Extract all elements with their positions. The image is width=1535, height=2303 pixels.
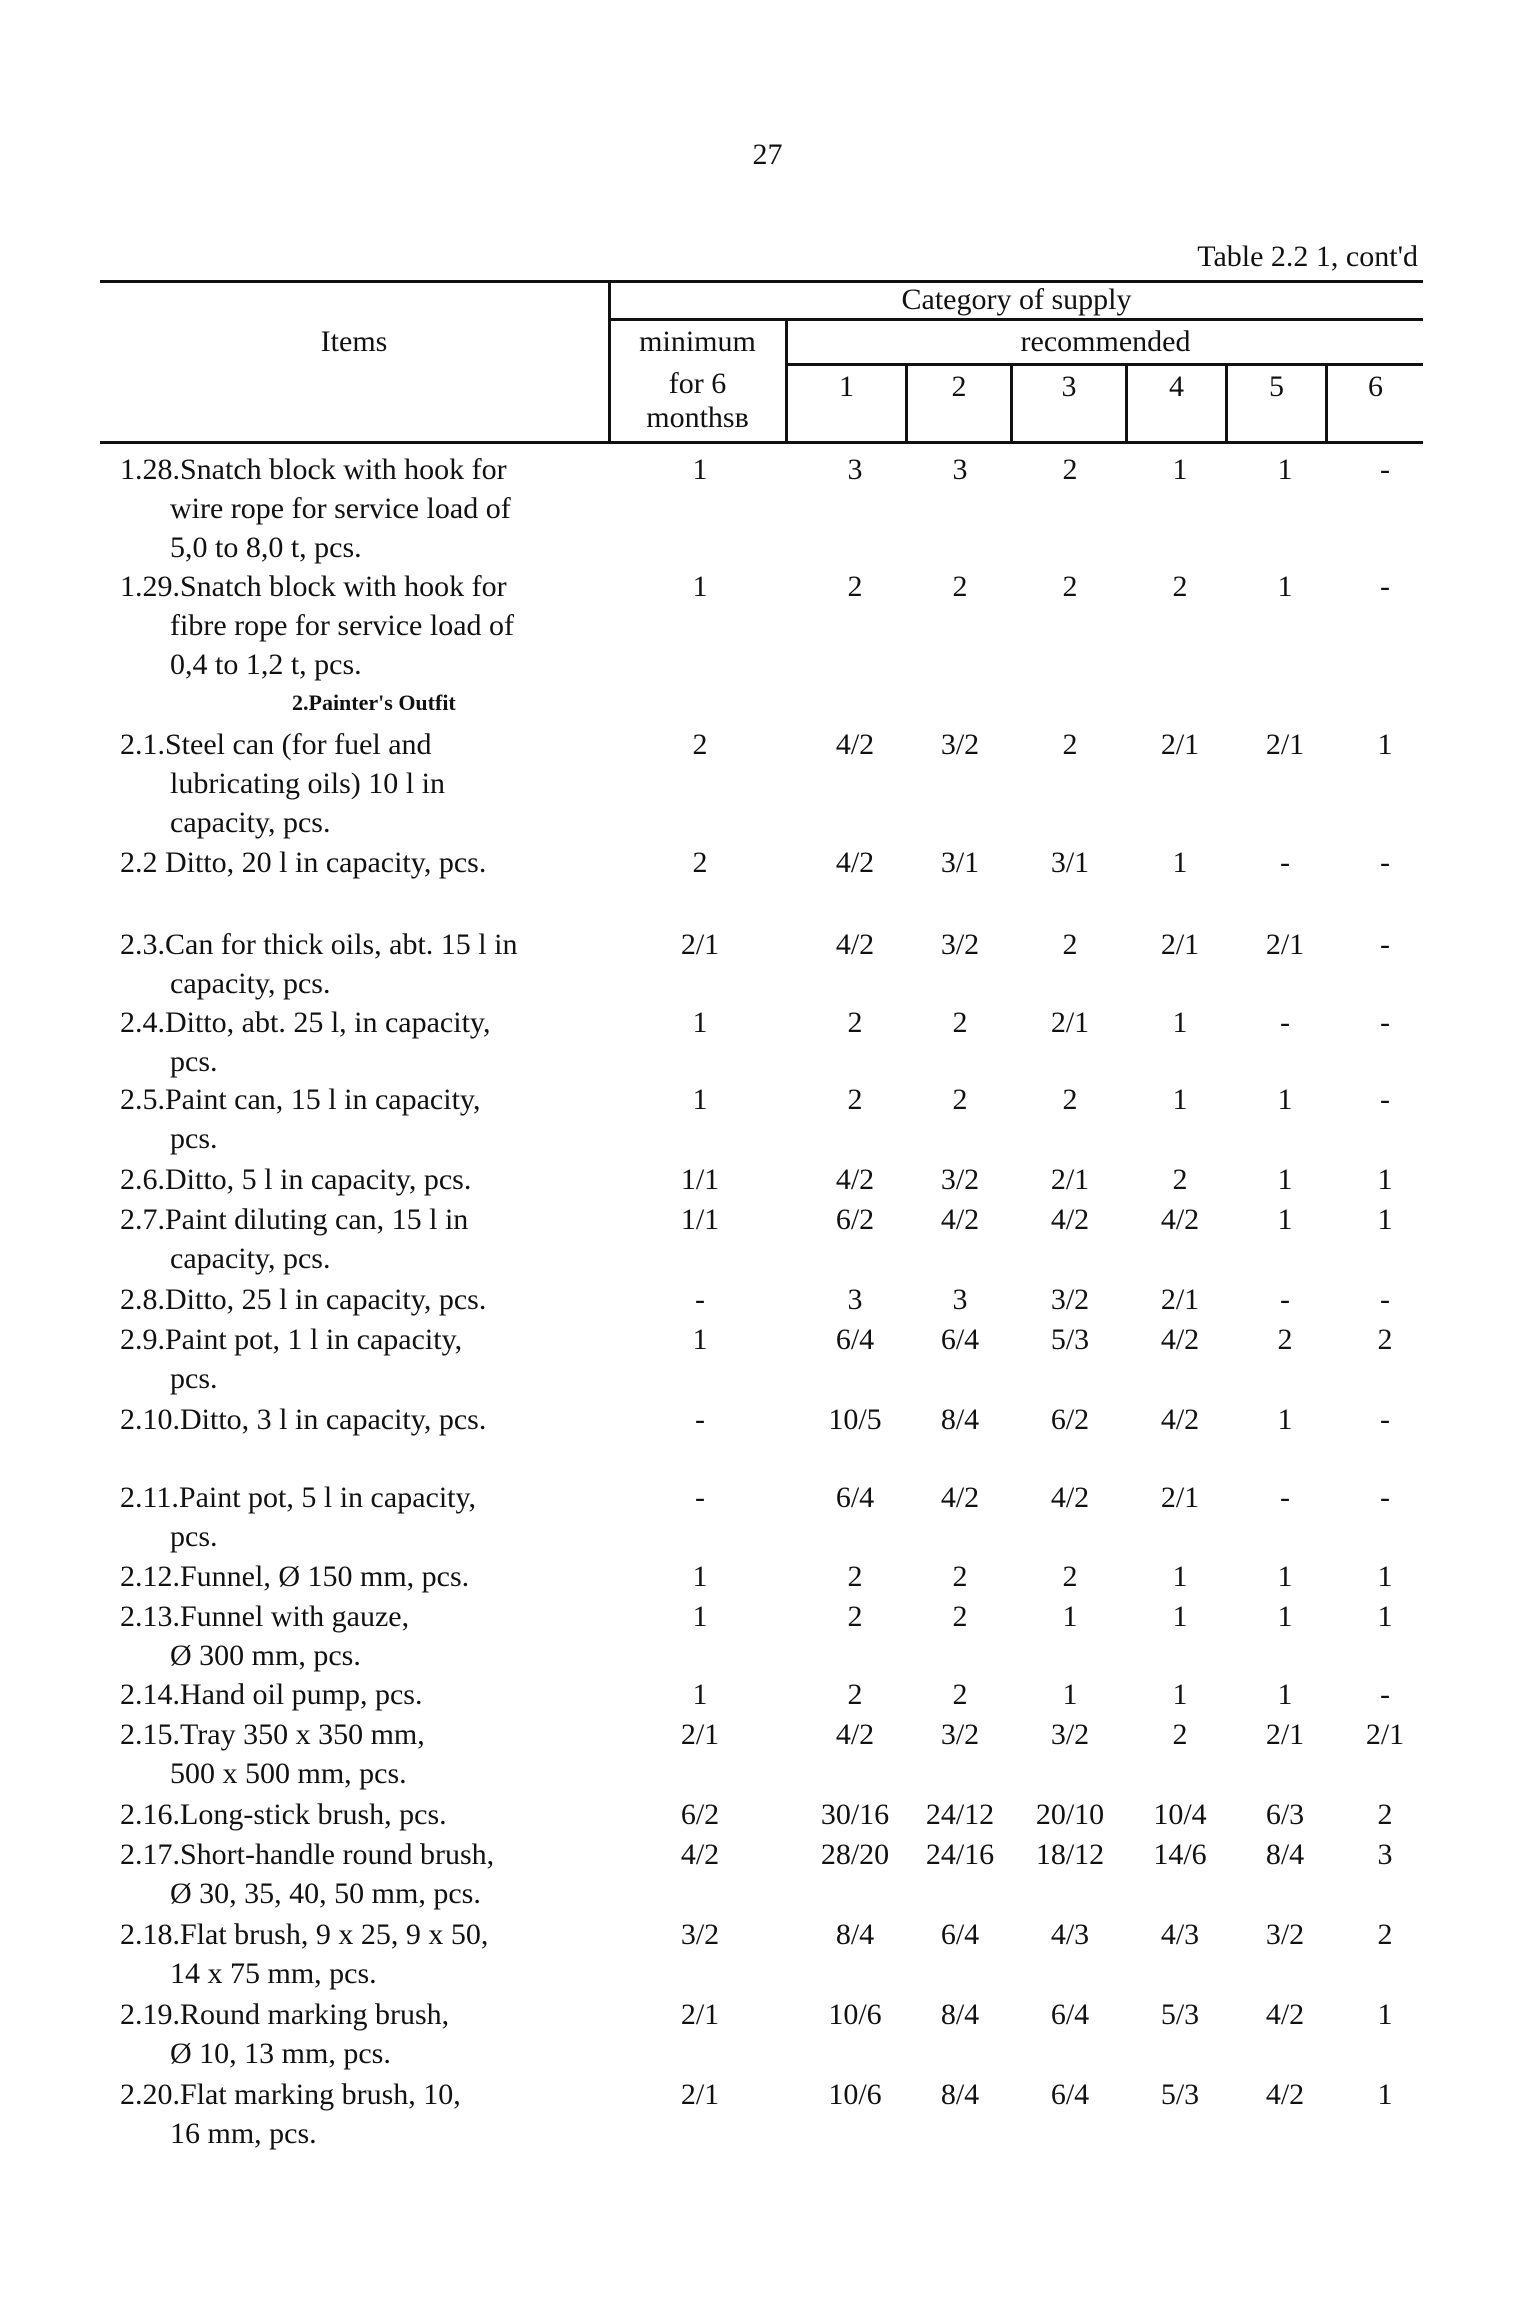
cell-recommended-4: 2 [1172,570,1188,603]
item-description [120,1320,560,1398]
cell-recommended-5: - [1280,1283,1290,1316]
cell-recommended-3: 6/2 [1050,1403,1090,1436]
cell-recommended-6: 1 [1377,1600,1393,1633]
cell-recommended-3: 4/2 [1050,1481,1090,1514]
cell-minimum: 1/1 [680,1203,720,1236]
cell-recommended-1: 28/20 [820,1838,890,1871]
cell-recommended-5: 2/1 [1265,928,1305,961]
cell-recommended-1: 4/2 [835,928,875,961]
header-category: Category of supply [901,283,1132,316]
cell-recommended-5: 2/1 [1265,1718,1305,1751]
item-description [120,843,560,882]
cell-recommended-2: 2 [952,1083,968,1116]
cell-recommended-5: 2 [1277,1323,1293,1356]
cell-recommended-4: 5/3 [1160,1998,1200,2031]
item-description [120,2075,560,2153]
cell-recommended-4: 5/3 [1160,2078,1200,2111]
item-line: Ø 10, 13 mm, pcs. [170,2037,391,2070]
cell-recommended-5: - [1280,1006,1290,1039]
cell-recommended-5: 1 [1277,570,1293,603]
cell-recommended-3: 1 [1062,1678,1078,1711]
cell-recommended-3: 3/2 [1050,1718,1090,1751]
cell-recommended-4: 4/2 [1160,1203,1200,1236]
cell-recommended-4: 4/3 [1160,1918,1200,1951]
cell-recommended-3: 2 [1062,453,1078,486]
item-description [120,1597,560,1675]
cell-recommended-2: 4/2 [940,1203,980,1236]
item-line: pcs. [170,1045,218,1078]
cell-recommended-2: 8/4 [940,1403,980,1436]
cell-recommended-3: 2 [1062,1083,1078,1116]
cell-recommended-4: 1 [1172,1006,1188,1039]
cell-recommended-4: 1 [1172,1600,1188,1633]
cell-recommended-2: 3 [952,1283,968,1316]
cell-recommended-4: 4/2 [1160,1323,1200,1356]
cell-recommended-4: 2/1 [1160,1283,1200,1316]
cell-recommended-2: 3 [952,453,968,486]
item-line: 2.14.Hand oil pump, pcs. [120,1678,423,1711]
cell-recommended-6: 1 [1377,1203,1393,1236]
cell-recommended-6: 1 [1377,2078,1393,2111]
cell-recommended-3: 5/3 [1050,1323,1090,1356]
cell-recommended-1: 2 [847,1600,863,1633]
cell-recommended-5: 2/1 [1265,728,1305,761]
cell-minimum: 2/1 [680,1998,720,2031]
cell-recommended-4: 2 [1172,1718,1188,1751]
item-description [120,1995,560,2073]
header-col-5: 5 [1269,370,1284,403]
cell-recommended-2: 2 [952,1006,968,1039]
section-title-painters-outfit: 2.Painter's Outfit [292,690,456,715]
cell-recommended-1: 2 [847,1083,863,1116]
item-line: lubricating oils) 10 l in [170,767,445,800]
item-line: 2.7.Paint diluting can, 15 l in [120,1203,469,1236]
cell-recommended-6: 1 [1377,1163,1393,1196]
cell-recommended-3: 20/10 [1035,1798,1105,1831]
cell-recommended-5: 1 [1277,1600,1293,1633]
cell-recommended-5: 4/2 [1265,1998,1305,2031]
cell-recommended-2: 6/4 [940,1918,980,1951]
item-line: 2.2 Ditto, 20 l in capacity, pcs. [120,846,487,879]
cell-recommended-3: 18/12 [1035,1838,1105,1871]
item-line: capacity, pcs. [170,806,331,839]
header-col-3: 3 [1061,370,1077,403]
item-line: 14 x 75 mm, pcs. [170,1957,377,1990]
cell-recommended-5: - [1280,1481,1290,1514]
cell-recommended-3: 3/2 [1050,1283,1090,1316]
cell-recommended-1: 8/4 [835,1918,875,1951]
table-caption: Table 2.2 1, cont'd [1197,240,1418,273]
cell-recommended-4: 14/6 [1153,1838,1207,1871]
header-col-1: 1 [839,370,854,403]
cell-minimum: 2/1 [680,928,720,961]
cell-minimum: 1 [692,1006,708,1039]
cell-minimum: 2/1 [680,1718,720,1751]
header-col-4: 4 [1169,370,1184,403]
cell-recommended-3: 6/4 [1050,1998,1090,2031]
header-col-2: 2 [951,370,967,403]
cell-recommended-5: 1 [1277,1083,1293,1116]
cell-minimum: - [695,1481,705,1514]
cell-recommended-1: 4/2 [835,1163,875,1196]
cell-recommended-6: 1 [1377,1560,1393,1593]
cell-recommended-1: 4/2 [835,1718,875,1751]
item-line: 16 mm, pcs. [170,2117,317,2150]
cell-recommended-5: 8/4 [1265,1838,1305,1871]
cell-recommended-6: 2 [1377,1323,1393,1356]
cell-recommended-2: 8/4 [940,2078,980,2111]
item-line: 2.1.Steel can (for fuel and [120,728,432,761]
item-line: 2.19.Round marking brush, [120,1998,450,2031]
item-description [120,1400,560,1439]
item-line: Ø 300 mm, pcs. [170,1639,361,1672]
item-description [120,1200,560,1278]
item-line: 5,0 to 8,0 t, pcs. [170,531,362,564]
header-minimum: minimum [639,325,756,358]
cell-minimum: 1 [692,570,708,603]
cell-minimum: - [695,1283,705,1316]
cell-recommended-4: 2/1 [1160,1481,1200,1514]
cell-recommended-3: 2 [1062,1560,1078,1593]
item-line: 2.9.Paint pot, 1 l in capacity, [120,1323,463,1356]
cell-recommended-4: 2/1 [1160,728,1200,761]
cell-recommended-4: 1 [1172,1560,1188,1593]
cell-recommended-3: 2/1 [1050,1006,1090,1039]
cell-recommended-2: 24/16 [925,1838,995,1871]
cell-recommended-1: 10/6 [828,1998,882,2031]
item-description [120,1675,560,1714]
cell-recommended-1: 30/16 [820,1798,890,1831]
cell-recommended-5: 1 [1277,1403,1293,1436]
header-minimum-sub: for 6 monthsв [646,367,749,434]
cell-recommended-5: - [1280,846,1290,879]
cell-minimum: 6/2 [680,1798,720,1831]
cell-recommended-4: 1 [1172,1083,1188,1116]
cell-minimum: 1 [692,1323,708,1356]
cell-recommended-4: 10/4 [1153,1798,1207,1831]
cell-recommended-6: - [1380,928,1390,961]
cell-recommended-5: 1 [1277,1203,1293,1236]
cell-recommended-6: 2/1 [1365,1718,1405,1751]
item-description [120,450,560,567]
item-line: capacity, pcs. [170,967,331,1000]
cell-recommended-1: 6/4 [835,1323,875,1356]
cell-recommended-5: 1 [1277,1678,1293,1711]
cell-recommended-4: 1 [1172,1678,1188,1711]
item-line: 2.20.Flat marking brush, 10, [120,2078,461,2111]
cell-recommended-1: 2 [847,1560,863,1593]
item-line: capacity, pcs. [170,1242,331,1275]
cell-recommended-1: 3 [847,453,863,486]
category-underline [610,318,1423,321]
item-line: 2.11.Paint pot, 5 l in capacity, [120,1481,477,1514]
cell-recommended-6: - [1380,1481,1390,1514]
item-description [120,1715,560,1793]
cell-recommended-2: 3/1 [940,846,980,879]
cell-recommended-1: 2 [847,570,863,603]
item-description [120,1160,560,1199]
item-line: 2.4.Ditto, abt. 25 l, in capacity, [120,1006,491,1039]
cell-recommended-4: 1 [1172,453,1188,486]
item-line: 2.10.Ditto, 3 l in capacity, pcs. [120,1403,487,1436]
item-line: Ø 30, 35, 40, 50 mm, pcs. [170,1877,481,1910]
cell-recommended-3: 6/4 [1050,2078,1090,2111]
cell-recommended-3: 2/1 [1050,1163,1090,1196]
cell-recommended-5: 6/3 [1265,1798,1305,1831]
cell-recommended-2: 3/2 [940,728,980,761]
cell-recommended-3: 1 [1062,1600,1078,1633]
cell-minimum: 4/2 [680,1838,720,1871]
cell-recommended-3: 4/3 [1050,1918,1090,1951]
cell-recommended-1: 10/5 [828,1403,882,1436]
item-description [120,1280,560,1319]
cell-recommended-4: 2 [1172,1163,1188,1196]
cell-recommended-1: 3 [847,1283,863,1316]
cell-recommended-2: 2 [952,1600,968,1633]
cell-recommended-1: 4/2 [835,846,875,879]
cell-recommended-5: 1 [1277,453,1293,486]
cell-recommended-6: 3 [1377,1838,1393,1871]
item-description [120,725,560,842]
cell-minimum: 3/2 [680,1918,720,1951]
cell-recommended-2: 24/12 [925,1798,995,1831]
header-col-6: 6 [1368,370,1383,403]
item-line: 2.15.Tray 350 x 350 mm, [120,1718,425,1751]
item-description [120,925,560,1003]
cell-minimum: 1 [692,1600,708,1633]
cell-minimum: 1 [692,453,708,486]
cell-recommended-6: - [1380,1403,1390,1436]
cell-minimum: 1 [692,1678,708,1711]
item-line: 2.13.Funnel with gauze, [120,1600,410,1633]
cell-minimum: - [695,1403,705,1436]
item-line: pcs. [170,1362,218,1395]
cell-recommended-3: 2 [1062,570,1078,603]
cell-recommended-6: 1 [1377,728,1393,761]
item-line: 1.29.Snatch block with hook for [120,570,507,603]
cell-recommended-4: 2/1 [1160,928,1200,961]
cell-recommended-2: 2 [952,1678,968,1711]
item-line: 1.28.Snatch block with hook for [120,453,507,486]
cell-recommended-6: - [1380,453,1390,486]
item-line: 2.6.Ditto, 5 l in capacity, pcs. [120,1163,472,1196]
cell-recommended-4: 1 [1172,846,1188,879]
cell-recommended-6: - [1380,1283,1390,1316]
cell-recommended-3: 2 [1062,728,1078,761]
cell-recommended-3: 3/1 [1050,846,1090,879]
item-line: 0,4 to 1,2 t, pcs. [170,648,362,681]
item-line: 2.17.Short-handle round brush, [120,1838,495,1871]
item-line: fibre rope for service load of [170,609,515,642]
item-line: 2.16.Long-stick brush, pcs. [120,1798,447,1831]
cell-recommended-1: 10/6 [828,2078,882,2111]
cell-recommended-2: 8/4 [940,1998,980,2031]
cell-recommended-6: 1 [1377,1998,1393,2031]
cell-recommended-2: 3/2 [940,928,980,961]
cell-recommended-6: - [1380,570,1390,603]
item-description [120,1557,560,1596]
cell-recommended-1: 2 [847,1678,863,1711]
cell-recommended-4: 4/2 [1160,1403,1200,1436]
item-description [120,1003,560,1081]
header-items: Items [320,325,388,358]
item-description [120,1835,560,1913]
cell-recommended-2: 2 [952,1560,968,1593]
cell-recommended-1: 6/4 [835,1481,875,1514]
cell-minimum: 2/1 [680,2078,720,2111]
cell-recommended-2: 6/4 [940,1323,980,1356]
cell-recommended-5: 3/2 [1265,1918,1305,1951]
item-line: wire rope for service load of [170,492,511,525]
cell-recommended-6: 2 [1377,1798,1393,1831]
cell-recommended-6: - [1380,1678,1390,1711]
page-number: 27 [752,138,783,171]
cell-minimum: 1 [692,1560,708,1593]
cell-recommended-6: - [1380,846,1390,879]
item-description [120,567,560,684]
cell-recommended-1: 4/2 [835,728,875,761]
cell-recommended-5: 1 [1277,1163,1293,1196]
cell-recommended-6: - [1380,1083,1390,1116]
cell-minimum: 2 [692,728,708,761]
item-description [120,1795,560,1834]
cell-minimum: 2 [692,846,708,879]
item-line: 2.3.Can for thick oils, abt. 15 l in [120,928,518,961]
item-line: pcs. [170,1122,218,1155]
cell-recommended-2: 4/2 [940,1481,980,1514]
cell-recommended-5: 1 [1277,1560,1293,1593]
item-description [120,1915,560,1993]
cell-minimum: 1/1 [680,1163,720,1196]
cell-recommended-3: 4/2 [1050,1203,1090,1236]
item-line: 2.8.Ditto, 25 l in capacity, pcs. [120,1283,487,1316]
cell-recommended-6: 2 [1377,1918,1393,1951]
cell-minimum: 1 [692,1083,708,1116]
cell-recommended-1: 2 [847,1006,863,1039]
cell-recommended-6: - [1380,1006,1390,1039]
item-description [120,1478,560,1556]
cell-recommended-2: 2 [952,570,968,603]
cell-recommended-1: 6/2 [835,1203,875,1236]
cell-recommended-5: 4/2 [1265,2078,1305,2111]
item-line: 2.12.Funnel, Ø 150 mm, pcs. [120,1560,470,1593]
item-line: 500 x 500 mm, pcs. [170,1757,407,1790]
item-line: pcs. [170,1520,218,1553]
item-line: 2.5.Paint can, 15 l in capacity, [120,1083,481,1116]
cell-recommended-2: 3/2 [940,1718,980,1751]
header-recommended: recommended [1020,325,1191,358]
cell-recommended-3: 2 [1062,928,1078,961]
cell-recommended-2: 3/2 [940,1163,980,1196]
item-description [120,1080,560,1158]
item-line: 2.18.Flat brush, 9 x 25, 9 x 50, [120,1918,489,1951]
